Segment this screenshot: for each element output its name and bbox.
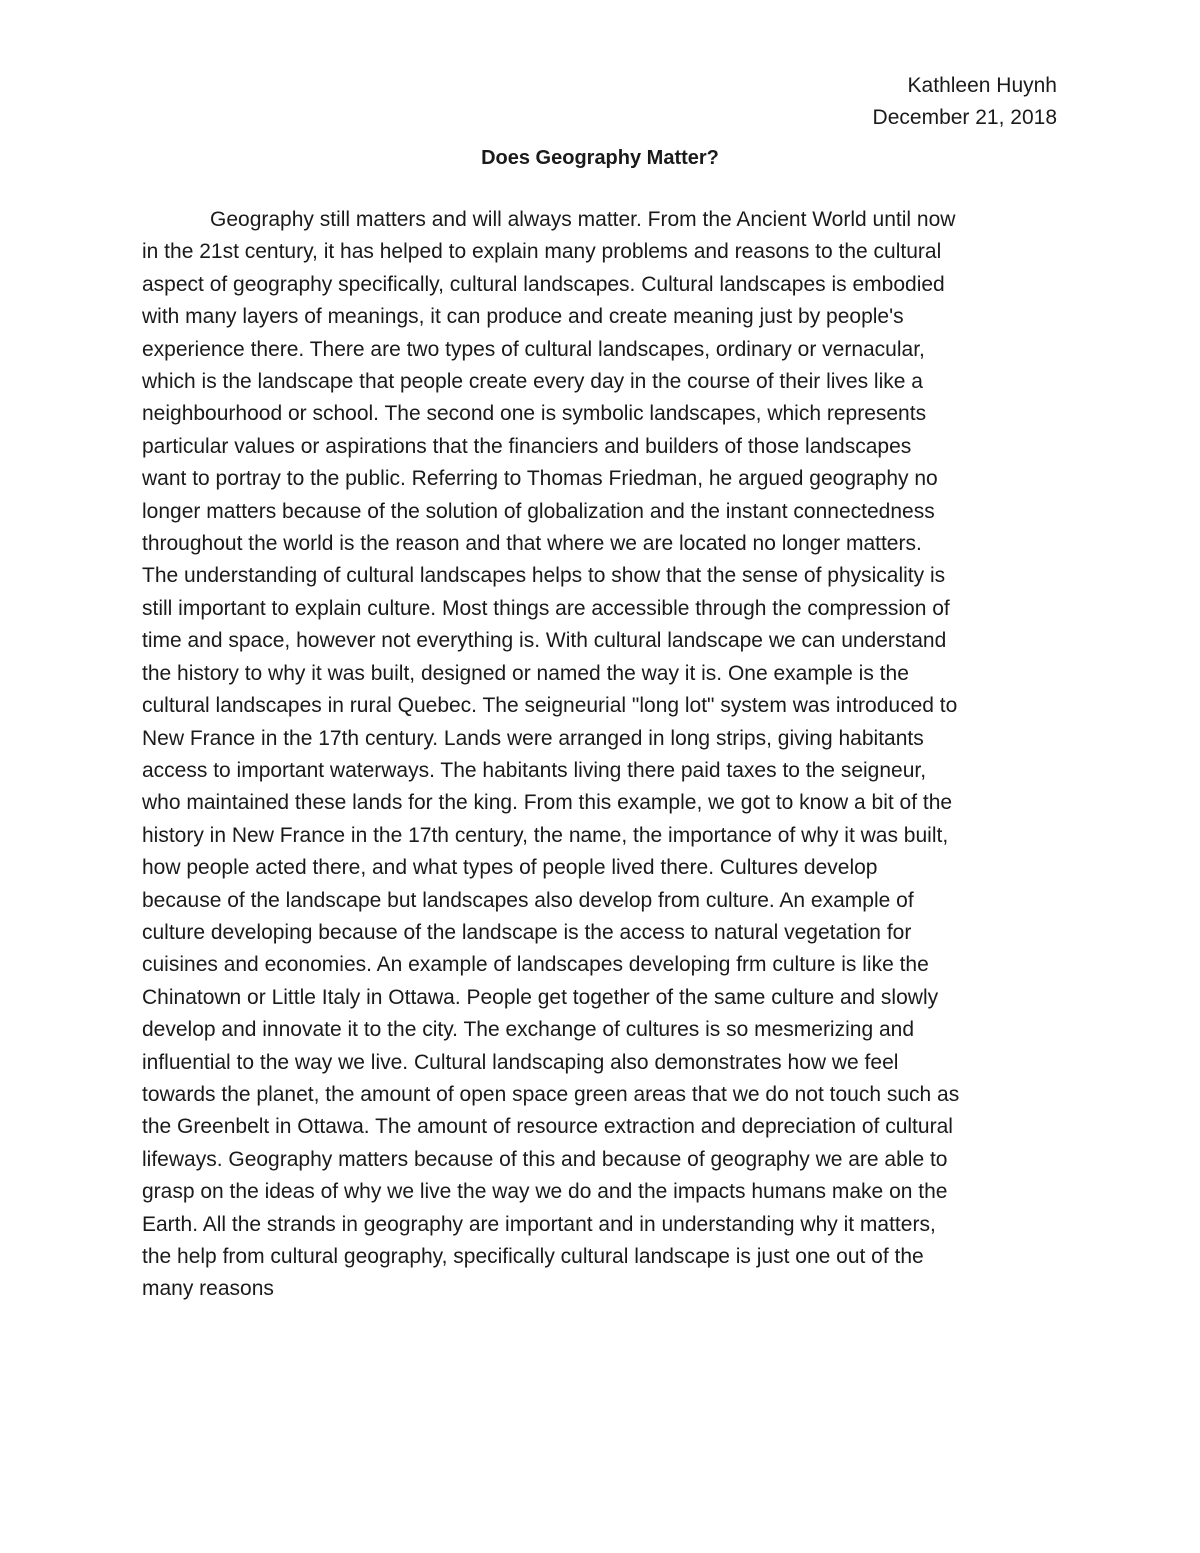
paragraph-line: influential to the way we live. Cultural landscaping also demonstrates how we feel <box>142 1050 899 1074</box>
paragraph-line: towards the planet, the amount of open space green areas that we do not touch such as <box>142 1082 960 1106</box>
paragraph-line: New France in the 17th century. Lands were arranged in long strips, giving habitants <box>142 726 924 750</box>
paragraph-line: aspect of geography specifically, cultural landscapes. Cultural landscapes is embodied <box>142 272 945 296</box>
paragraph-line: many reasons <box>142 1277 274 1301</box>
author-name: Kathleen Huynh <box>907 74 1057 97</box>
paragraph-line: experience there. There are two types of cultural landscapes, ordinary or vernacular, <box>142 337 925 361</box>
paragraph-line: access to important waterways. The habitants living there paid taxes to the seigneur, <box>142 758 927 782</box>
essay-paragraph <box>142 204 1072 1306</box>
paragraph-line: in the 21st century, it has helped to explain many problems and reasons to the cultural <box>142 240 942 264</box>
paragraph-line: want to portray to the public. Referring to Thomas Friedman, he argued geography no <box>142 467 938 491</box>
paragraph-line: The understanding of cultural landscapes helps to show that the sense of physicality is <box>142 564 946 588</box>
paragraph-line: develop and innovate it to the city. The exchange of cultures is so mesmerizing and <box>142 1018 914 1042</box>
paragraph-line: the Greenbelt in Ottawa. The amount of resource extraction and depreciation of cultural <box>142 1115 953 1139</box>
paragraph-line: the help from cultural geography, specifically cultural landscape is just one out of the <box>142 1245 924 1268</box>
paragraph-line: which is the landscape that people create every day in the course of their lives like a <box>142 370 923 394</box>
paragraph-line: neighbourhood or school. The second one is symbolic landscapes, which represents <box>142 402 927 426</box>
paragraph-line: Earth. All the strands in geography are important and in understanding why it matters, <box>142 1212 936 1236</box>
paragraph-line: grasp on the ideas of why we live the way we do and the impacts humans make on the <box>142 1180 948 1204</box>
paragraph-line: time and space, however not everything is. With cultural landscape we can understand <box>142 629 947 653</box>
paragraph-line: Geography still matters and will always matter. From the Ancient World until now <box>210 208 956 231</box>
paragraph-line: the history to why it was built, designed or named the way it is. One example is the <box>142 661 909 685</box>
document-header <box>873 70 1057 134</box>
paragraph-line: throughout the world is the reason and that where we are located no longer matters. <box>142 532 922 556</box>
paragraph-line: Chinatown or Little Italy in Ottawa. People get together of the same culture and slowly <box>142 985 939 1009</box>
paragraph-line: culture developing because of the landscape is the access to natural vegetation for <box>142 920 912 944</box>
paragraph-line: cuisines and economies. An example of landscapes developing frm culture is like the <box>142 953 929 977</box>
paragraph-line: cultural landscapes in rural Quebec. The seigneurial "long lot" system was introduced to <box>142 694 958 718</box>
paragraph-line: particular values or aspirations that the financiers and builders of those landscapes <box>142 434 912 458</box>
document-date: December 21, 2018 <box>872 106 1057 129</box>
paragraph-line: still important to explain culture. Most things are accessible through the compression of <box>142 596 950 620</box>
paragraph-line: with many layers of meanings, it can produce and create meaning just by people's <box>142 305 904 329</box>
paragraph-line: because of the landscape but landscapes also develop from culture. An example of <box>142 888 914 912</box>
paragraph-line: how people acted there, and what types of people lived there. Cultures develop <box>142 856 878 880</box>
paragraph-line: history in New France in the 17th century, the name, the importance of why it was built, <box>142 823 949 847</box>
paragraph-line: lifeways. Geography matters because of this and because of geography we are able to <box>142 1147 948 1171</box>
document-title: Does Geography Matter? <box>481 147 719 169</box>
paragraph-line: longer matters because of the solution of globalization and the instant connectedness <box>142 499 935 523</box>
paragraph-line: who maintained these lands for the king. From this example, we got to know a bit of the <box>142 791 953 815</box>
